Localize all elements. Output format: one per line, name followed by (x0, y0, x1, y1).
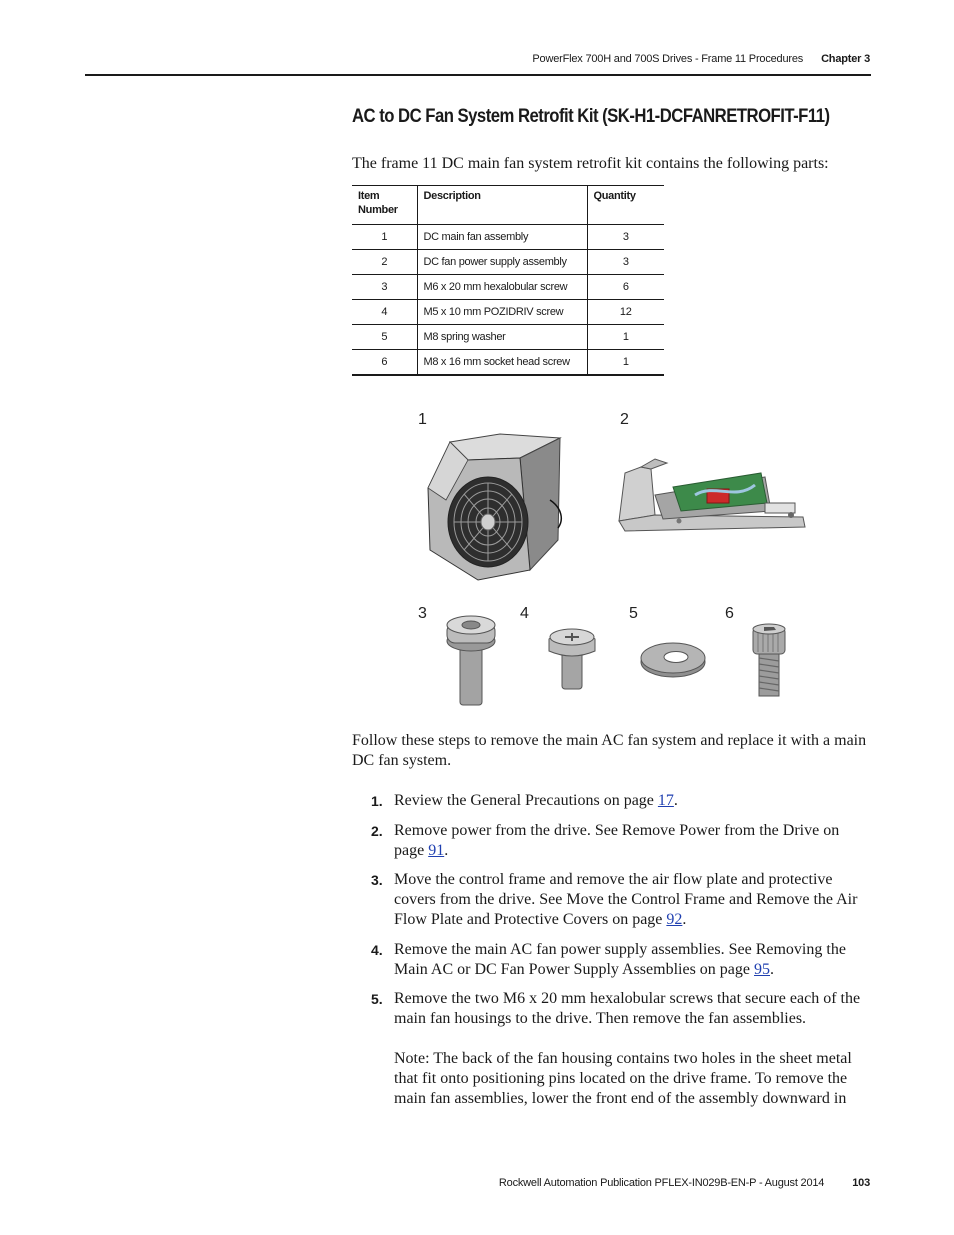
table-row (352, 225, 664, 250)
socket-head-screw-illustration (748, 622, 793, 700)
step-text: Move the control frame and remove the air flow plate and protective covers from the drive. See Move the Control Frame and Remove the Air Flow Plate and Protective Covers on page (394, 871, 858, 928)
publication-info: Rockwell Automation Publication PFLEX-IN029B-EN-P - August 2014 (498, 1177, 825, 1189)
running-title: PowerFlex 700H and 700S Drives - Frame 11 Procedures (532, 53, 804, 65)
list-item (352, 989, 872, 1109)
step-text: Review the General Precautions on page (394, 792, 658, 809)
cell-description: M5 x 10 mm POZIDRIV screw (417, 300, 587, 325)
step-text: Remove the two M6 x 20 mm hexalobular screws that secure each of the main fan housings to the drive. Then remove the fan assemblies. (394, 990, 861, 1027)
list-item: 1. Review the General Precautions on page 17. (371, 792, 678, 809)
figure-label-2: 2 (620, 411, 629, 428)
cell-description: M6 x 20 mm hexalobular screw (417, 275, 587, 300)
list-item: 3. Move the control frame and remove the air flow plate and protective covers from the drive. See Move the Control Frame and Remove the Air Flow Plate and Protective Covers on page 92. (371, 871, 858, 928)
cell-quantity: 1 (587, 350, 664, 375)
page-footer (499, 1177, 870, 1189)
list-item: 4. Remove the main AC fan power supply assemblies. See Removing the Main AC or DC Fan Power Supply Assemblies on page 95. (371, 940, 846, 978)
step-number: 1. (371, 793, 383, 809)
figure-label-5: 5 (629, 605, 638, 622)
parts-table-header (352, 186, 664, 225)
step-number: 4. (371, 941, 383, 958)
page-link[interactable]: 92 (666, 911, 683, 928)
page-link[interactable]: 91 (428, 841, 445, 859)
step-text: Remove the main AC fan power supply assemblies. See Removing the Main AC or DC Fan Power Supply Assemblies on page (394, 940, 846, 978)
step-number: 3. (371, 872, 383, 888)
pozidriv-screw-illustration (545, 625, 600, 695)
cell-item: 2 (352, 250, 417, 275)
page-header (532, 53, 870, 65)
header-description: Description (417, 186, 587, 225)
cell-description: M8 x 16 mm socket head screw (417, 350, 587, 375)
section-intro: The frame 11 DC main fan system retrofit kit contains the following parts: (352, 155, 829, 172)
procedure-steps (352, 791, 872, 1119)
page-link[interactable]: 95 (754, 960, 770, 978)
page-link[interactable]: 17 (657, 792, 674, 809)
header-quantity: Quantity (587, 186, 664, 225)
cell-quantity: 3 (587, 250, 664, 275)
cell-quantity: 3 (587, 225, 664, 250)
section-title: AC to DC Fan System Retrofit Kit (SK-H1-DCFANRETROFIT-F11) (352, 106, 830, 127)
cell-quantity: 12 (587, 300, 664, 325)
cell-description: DC main fan assembly (417, 225, 587, 250)
table-row (352, 350, 664, 375)
list-item: 2. Remove power from the drive. See Remove Power from the Drive on page 91. (371, 821, 840, 859)
cell-item: 6 (352, 350, 417, 375)
page-number: 103 (852, 1177, 870, 1189)
step-number: 5. (371, 991, 383, 1007)
chapter-label: Chapter 3 (821, 53, 870, 65)
header-rule (85, 74, 871, 76)
cell-item: 4 (352, 300, 417, 325)
dc-main-fan-assembly-illustration (420, 430, 570, 585)
parts-table (352, 185, 664, 376)
step-number: 2. (371, 822, 383, 839)
figure-label-4: 4 (520, 605, 529, 622)
procedure-lead: Follow these steps to remove the main AC fan system and replace it with a main DC fan system. (352, 732, 867, 769)
header-item-number: Item Number (352, 186, 417, 225)
cell-item: 1 (352, 225, 417, 250)
cell-quantity: 1 (587, 325, 664, 350)
table-row (352, 275, 664, 300)
step-note: Note: The back of the fan housing contains two holes in the sheet metal that fit onto positioning pins located on the drive frame. To remove the main fan assemblies, lower the front end of the assembly downward in (394, 1050, 852, 1107)
table-row (352, 325, 664, 350)
table-row (352, 300, 664, 325)
spring-washer-illustration (638, 640, 708, 680)
cell-description: M8 spring washer (417, 325, 587, 350)
figure-label-6: 6 (725, 605, 734, 622)
step-text: Remove power from the drive. See Remove Power from the Drive on page (394, 821, 840, 859)
cell-quantity: 6 (587, 275, 664, 300)
hexalobular-screw-illustration (440, 615, 500, 710)
table-row (352, 250, 664, 275)
figure-label-1: 1 (418, 411, 427, 428)
figure-label-3: 3 (418, 605, 427, 622)
cell-item: 3 (352, 275, 417, 300)
dc-fan-power-supply-illustration (615, 455, 807, 535)
cell-description: DC fan power supply assembly (417, 250, 587, 275)
cell-item: 5 (352, 325, 417, 350)
